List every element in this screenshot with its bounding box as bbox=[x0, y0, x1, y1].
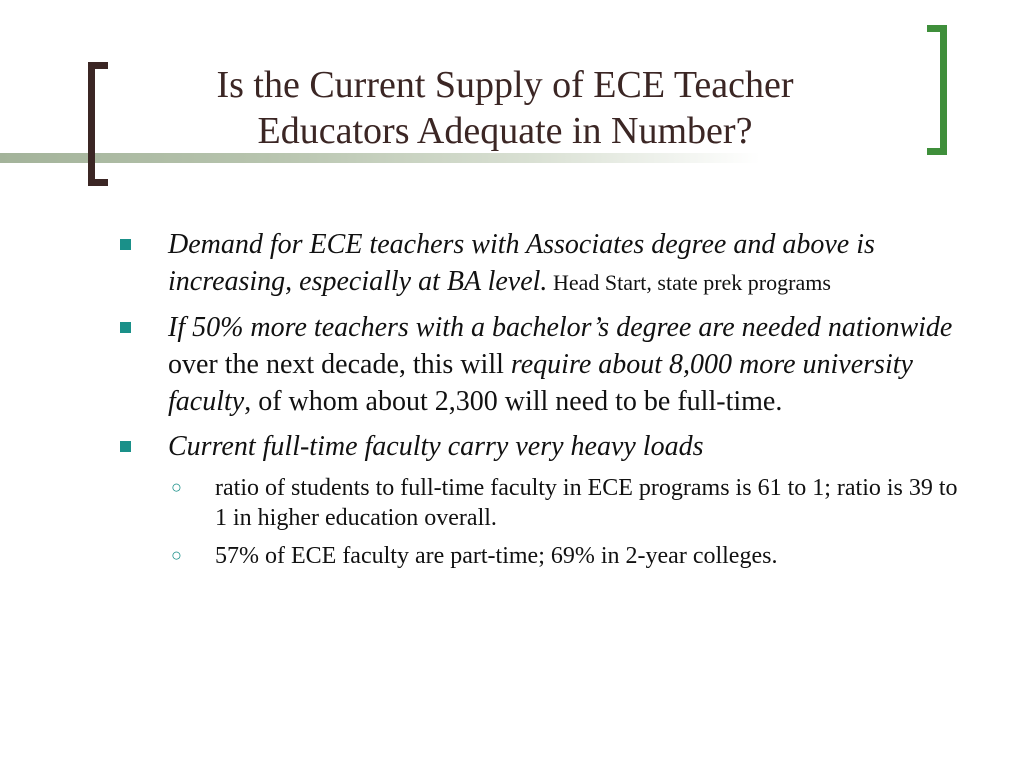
bullet-text-italic: Current full-time faculty carry very heavy loads bbox=[168, 431, 704, 462]
hollow-circle-bullet-icon: ○ bbox=[171, 545, 182, 565]
bullet-text-italic: Demand for ECE teachers with Associates degree and above is increasing, especially at BA level. bbox=[168, 229, 875, 297]
bullet-text-plain: , of whom about 2,300 will need to be full-time. bbox=[244, 386, 783, 417]
bullet-list bbox=[115, 226, 965, 579]
right-bracket-decoration bbox=[927, 25, 947, 155]
bullet-item-loads bbox=[115, 428, 965, 465]
sub-bullet-part-time bbox=[115, 541, 965, 571]
bullet-item-demand bbox=[115, 226, 965, 301]
left-bracket-decoration bbox=[88, 62, 108, 186]
title-decorative-rule bbox=[0, 153, 760, 163]
teal-square-bullet-icon bbox=[120, 239, 131, 250]
bullet-text-note: Head Start, state prek programs bbox=[547, 270, 831, 295]
sub-bullet-ratio bbox=[115, 473, 965, 533]
bullet-text-italic: require about 8,000 more university faculty bbox=[168, 349, 913, 417]
slide-title bbox=[150, 62, 860, 154]
title-line-2: Educators Adequate in Number? bbox=[257, 110, 753, 152]
title-line-1: Is the Current Supply of ECE Teacher bbox=[216, 64, 794, 106]
teal-square-bullet-icon bbox=[120, 322, 131, 333]
sub-bullet-text: 57% of ECE faculty are part-time; 69% in 2-year colleges. bbox=[215, 543, 778, 569]
teal-square-bullet-icon bbox=[120, 441, 131, 452]
bullet-text-italic: If 50% more teachers with a bachelor’s degree are needed nationwide bbox=[168, 312, 953, 343]
bullet-text-plain: over the next decade, this will bbox=[168, 349, 511, 380]
hollow-circle-bullet-icon: ○ bbox=[171, 477, 182, 497]
sub-bullet-text: ratio of students to full-time faculty in ECE programs is 61 to 1; ratio is 39 to 1 in higher education overall. bbox=[215, 475, 958, 531]
bullet-item-projection bbox=[115, 309, 965, 420]
